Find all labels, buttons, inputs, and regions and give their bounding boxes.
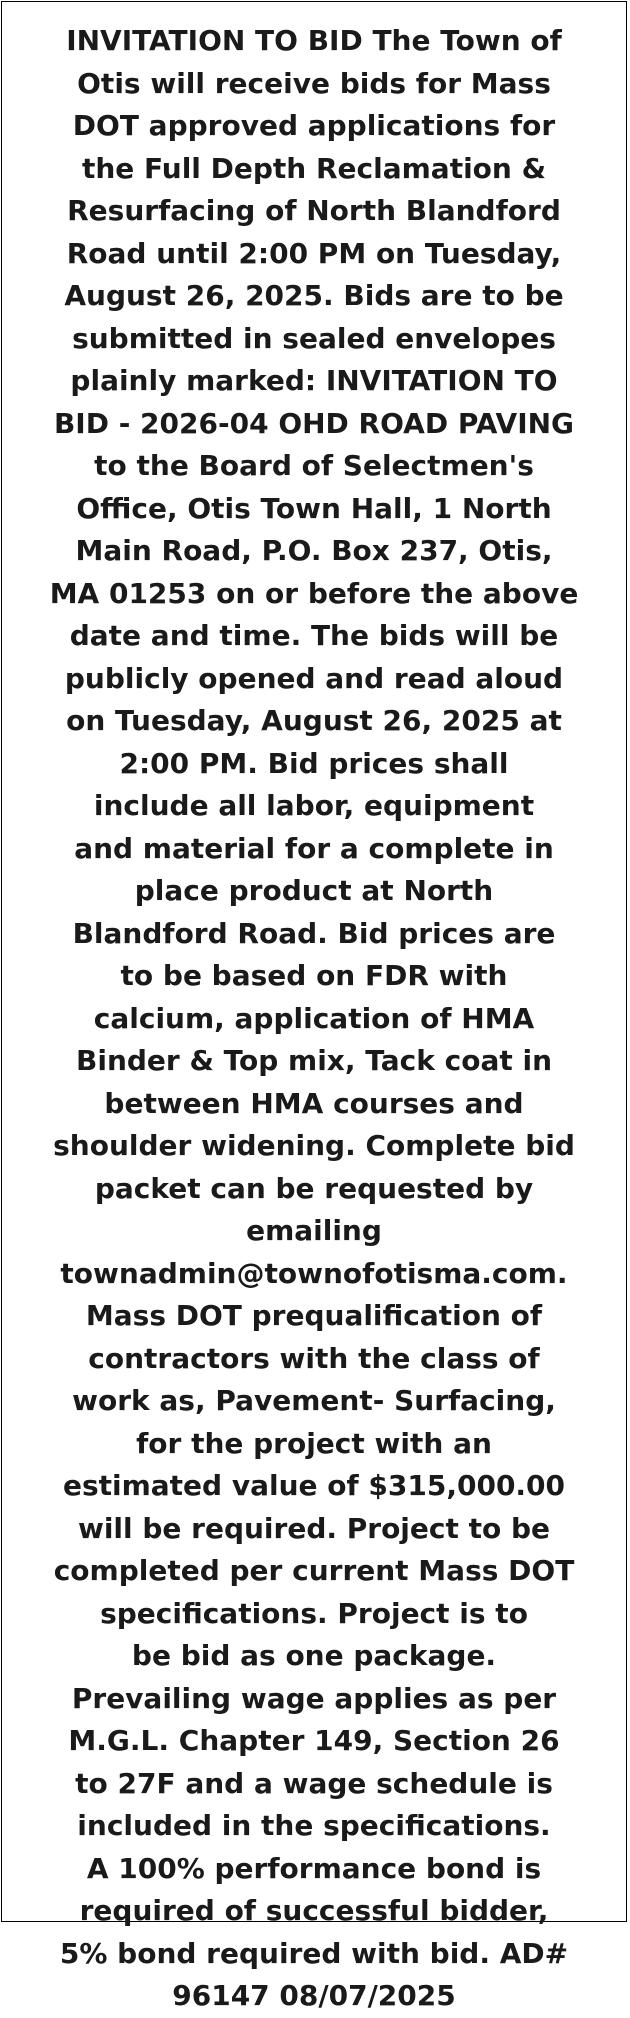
legal-notice-ad [1,1,627,2012]
notice-text: INVITATION TO BID The Town of Otis will receive bids for Mass DOT approved applications for the Full Depth Reclamation & Resurfacing of North Blandford Road until 2:00 PM on Tuesday, August 26, 2025. Bids are to be submitted in sealed envelopes plainly marked: INVITATION TO BID - 2026-04 OHD ROAD PAVING to the Board of Selectmen's Office, Otis Town Hall, 1 North Main Road, P.O. Box 237, Otis, MA 01253 on or before the above date and time. The bids will be publicly opened and read aloud on Tuesday, August 26, 2025 at 2:00 PM. Bid prices shall include all labor, equipment and material for a complete in place product at North Blandford Road. Bid prices are to be based on FDR with calcium, application of HMA Binder & Top mix, Tack coat in between HMA courses and shoulder widening. Complete bid packet can be requested by emailing townadmin@townofotisma.com. Mass DOT prequalification of contractors with the class of work as, Pavement- Surfacing, for the project with an estimated value of $315,000.00 will be required. Project to be completed per current Mass DOT specifications. Project is to be bid as one package. Prevailing wage applies as per M.G.L. Chapter 149, Section 26 to 27F and a wage schedule is included in the specifications. A 100% performance bond is required of successful bidder, 5% bond required with bid. AD# 96147 08/07/2025 [49,24,579,2012]
